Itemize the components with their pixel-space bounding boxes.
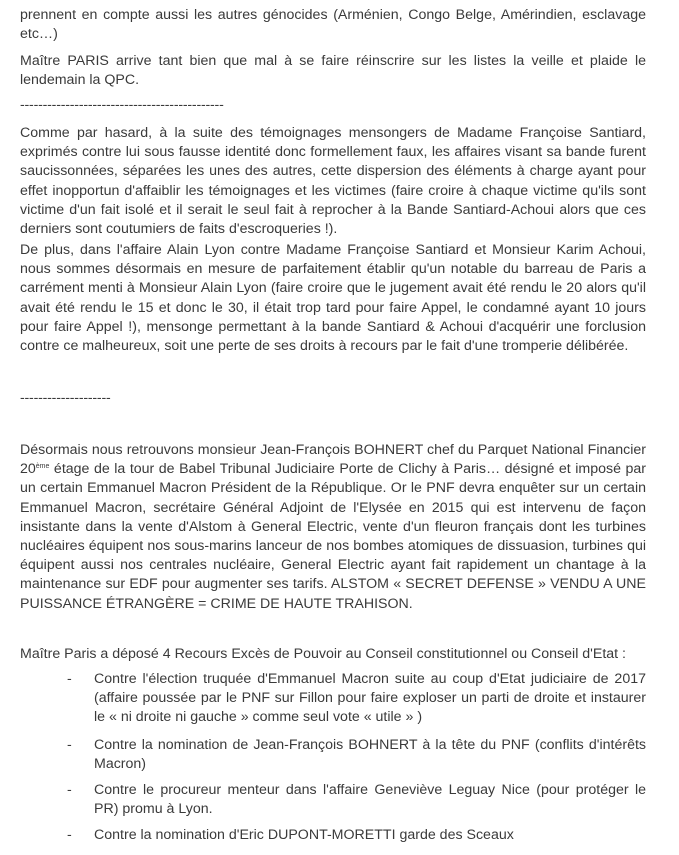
bohnert-line1: Désormais nous retrouvons monsieur Jean-François BOHNERT chef du Parquet National Financier bbox=[20, 442, 646, 458]
paragraph-paris-qpc: Maître PARIS arrive tant bien que mal à se faire réinscrire sur les listes la veille et plaide le lendemain la QPC. bbox=[20, 53, 646, 89]
recours-item-procureur: Contre le procureur menteur dans l'affaire Geneviève Leguay Nice (pour protéger le PR) promu à Lyon. bbox=[94, 782, 646, 818]
list-dash: - bbox=[67, 671, 72, 687]
paragraph-recours-intro: Maître Paris a déposé 4 Recours Excès de Pouvoir au Conseil constitutionnel ou Conseil d'Etat : bbox=[20, 646, 627, 662]
paragraph-genocides: prennent en compte aussi les autres génocides (Arménien, Congo Belge, Amérindien, esclavage etc…) bbox=[20, 7, 646, 43]
separator-long: --------------------------------------------- bbox=[20, 97, 224, 113]
paragraph-bohnert bbox=[20, 441, 646, 614]
list-dash: - bbox=[67, 782, 72, 798]
list-dash: - bbox=[67, 737, 72, 753]
paragraph-santiard: Comme par hasard, à la suite des témoignages mensongers de Madame Françoise Santiard, exprimés contre lui sous fausse identité donc formellement faux, les affaires visant sa bande furent saucissonnées, séparées les unes des autres, cette dispersion des éléments à charge ayant pour effet inopportun d'affaiblir les témoignages et les victimes (faire croire à chaque victime qu'ils sont victime d'un fait isolé et il serait le seul fait à reprocher à la Bande Santiard-Achoui alors que ces derniers sont coutumiers de faits d'escroqueries !). bbox=[20, 125, 646, 238]
list-dash: - bbox=[67, 827, 72, 843]
recours-item-election: Contre l'élection truquée d'Emmanuel Macron suite au coup d'Etat judiciaire de 2017 (affaire poussée par le PNF sur Fillon pour faire exploser un parti de droite et instaurer le « ni droite ni gauche » comme seul vote « utile » ) bbox=[94, 671, 646, 726]
recours-item-bohnert: Contre la nomination de Jean-François BOHNERT à la tête du PNF (conflits d'intérêts Macron) bbox=[94, 737, 646, 773]
recours-item-dupont-moretti: Contre la nomination d'Eric DUPONT-MORETTI garde des Sceaux bbox=[94, 827, 514, 843]
separator-short: -------------------- bbox=[20, 390, 111, 406]
bohnert-floor-number: 20 bbox=[20, 461, 36, 478]
paragraph-lyon: De plus, dans l'affaire Alain Lyon contre Madame Françoise Santiard et Monsieur Karim Achoui, nous sommes désormais en mesure de parfaitement établir qu'un notable du barreau de Paris a carrément menti à Monsieur Alain Lyon (faire croire que le jugement avait été rendu le 20 alors qu'il avait été rendu le 15 et donc le 30, il était trop tard pour faire Appel, le condamné ayant 10 jours pour faire Appel !), mensonge permettant à la bande Santiard & Achoui d'acquérir une forclusion contre ce malheureux, soit une perte de ses droits à recours par le fait d'une tromperie délibérée. bbox=[20, 242, 646, 355]
bohnert-rest: étage de la tour de Babel Tribunal Judiciaire Porte de Clichy à Paris… désigné et imposé par un certain Emmanuel Macron Président de la République. Or le PNF devra enquêter sur un certain Emmanuel Macron, secrétaire Général Adjoint de l'Elysée en 2015 qui est intervenu de façon insistante dans la vente d'Alstom à General Electric, vente d'un fleuron français dont les turbines nucléaires équipent nos sous-marins lanceur de nos bombes atomiques de dissuasion, turbines qui équipent aussi nos centrales nucléaire, General Electric ayant fait rapidement un chantage à la maintenance sur EDF pour augmenter ses tarifs. ALSTOM « SECRET DEFENSE » VENDU A UNE PUISSANCE ÉTRANGÈRE = CRIME DE HAUTE TRAHISON. bbox=[20, 461, 646, 612]
bohnert-floor-superscript: ème bbox=[35, 463, 50, 471]
